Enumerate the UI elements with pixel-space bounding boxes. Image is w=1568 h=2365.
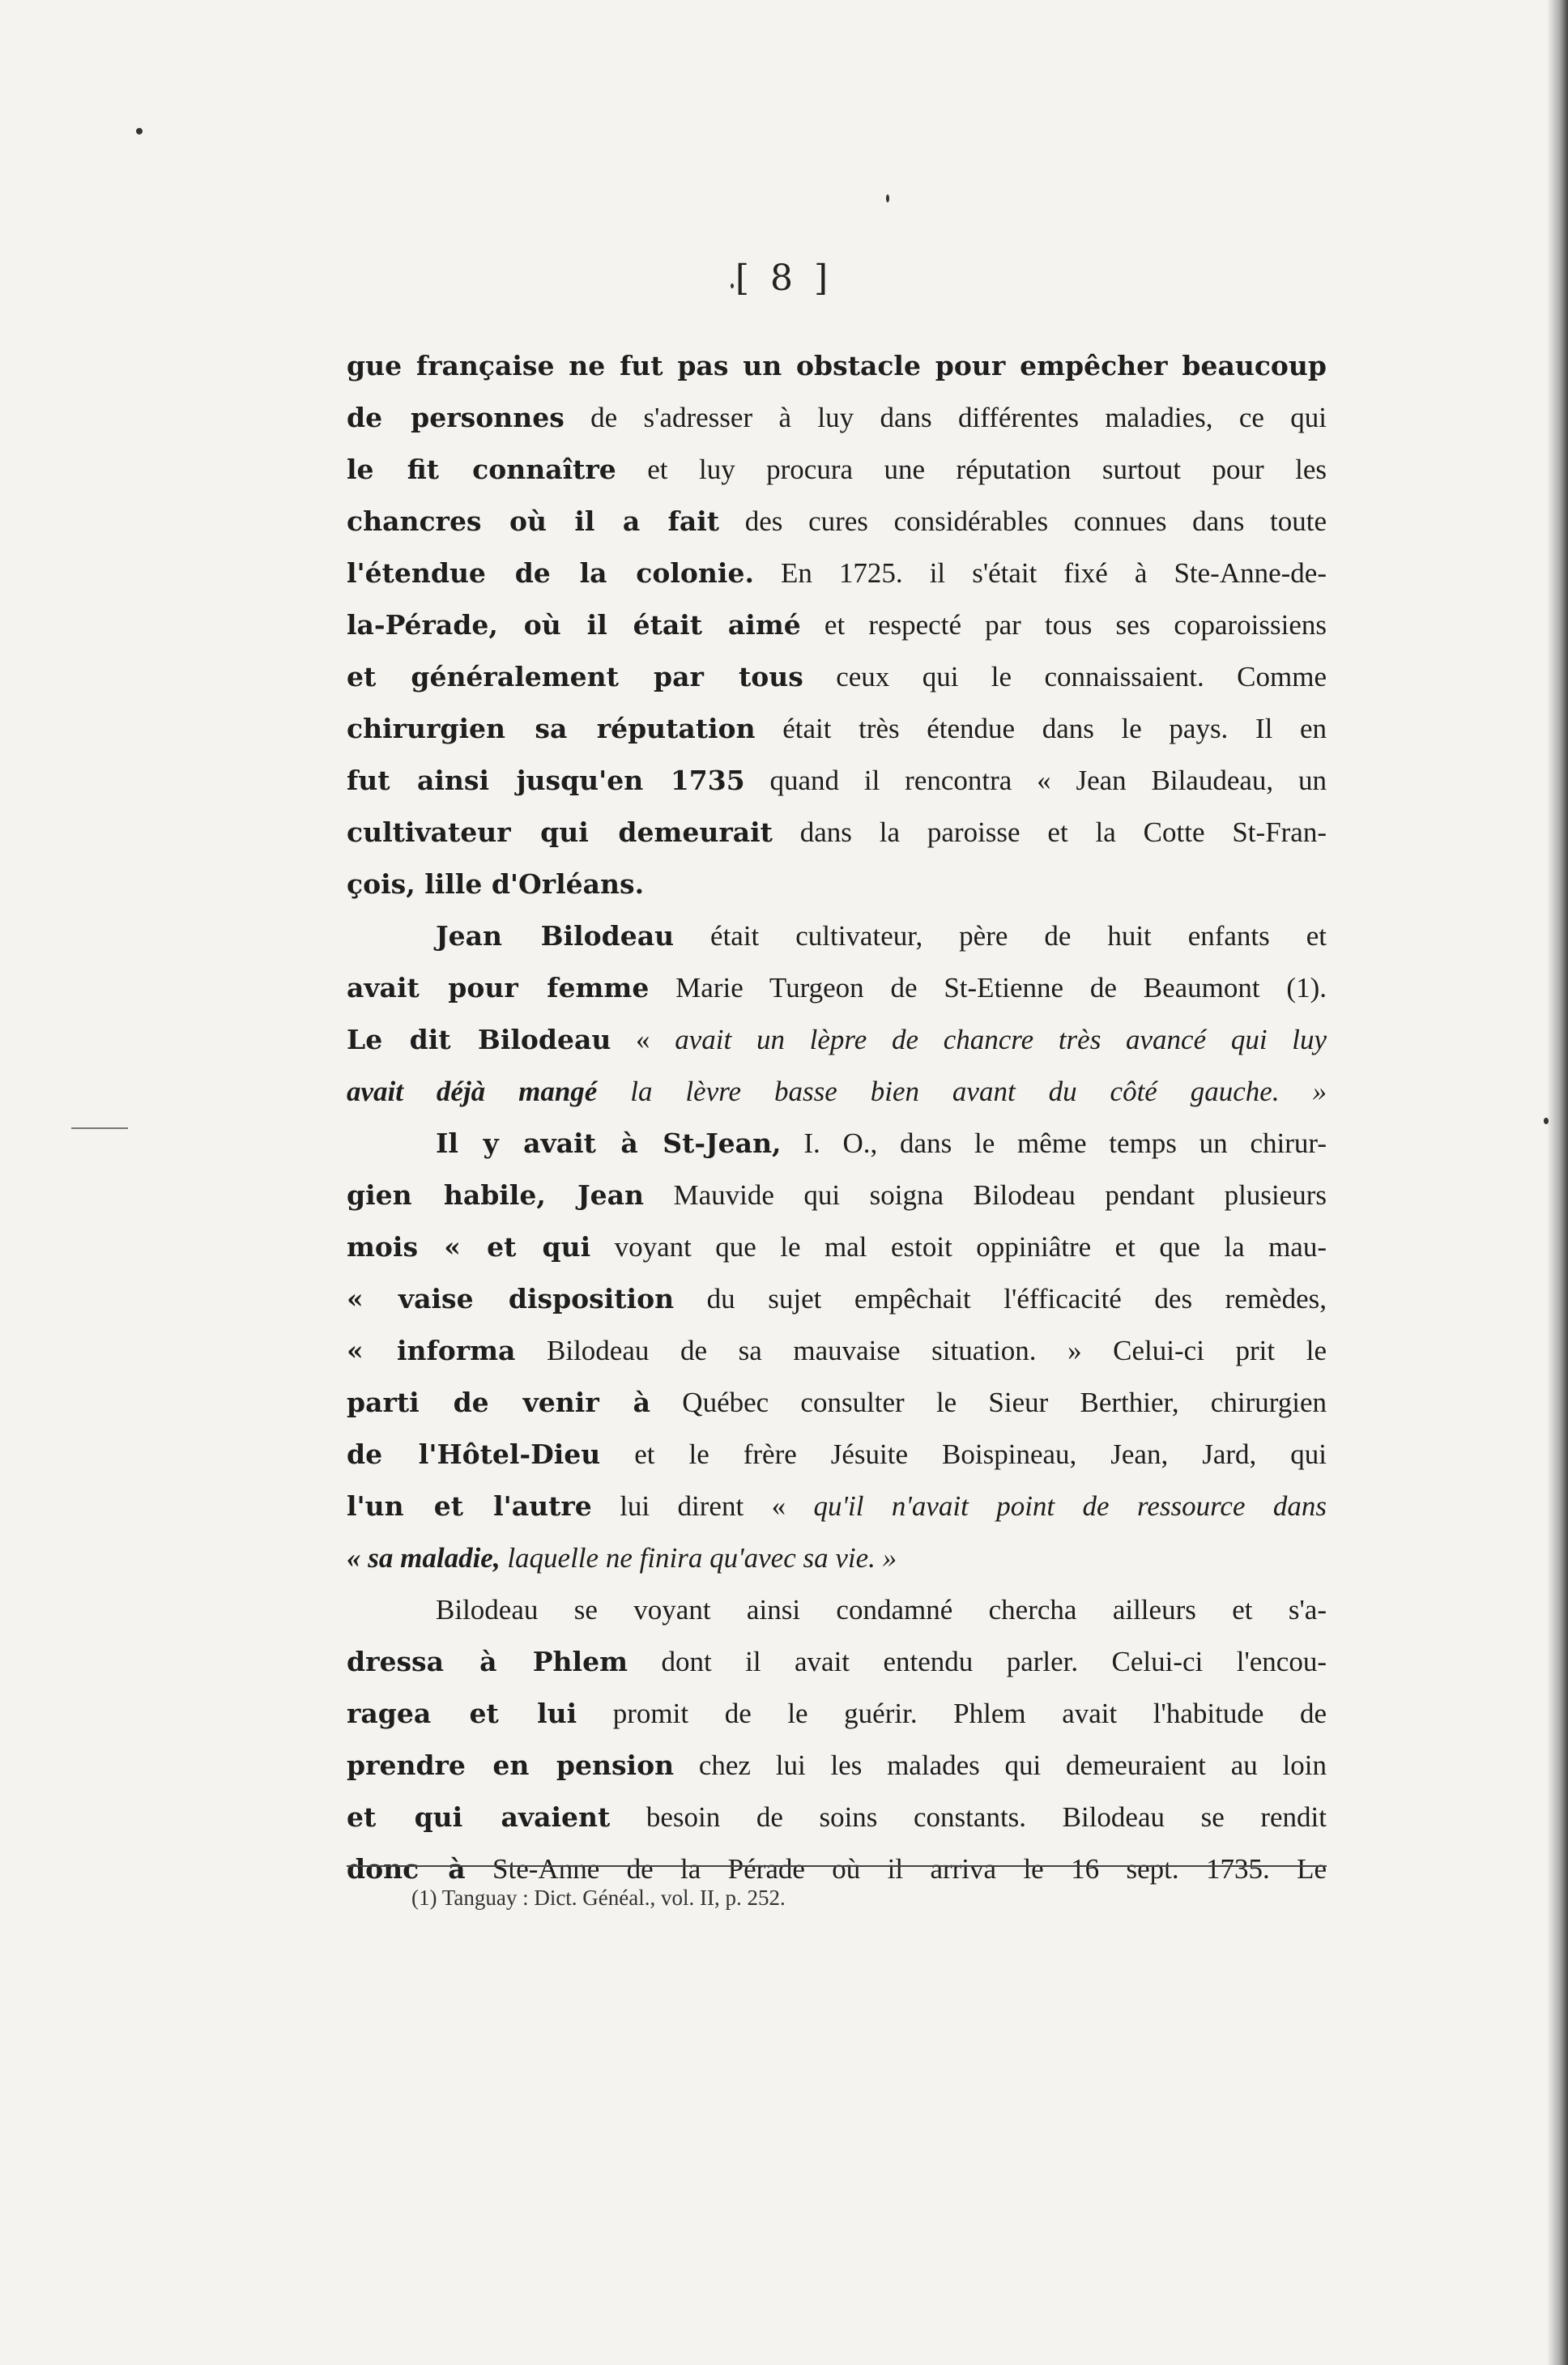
text-run: était très étendue dans le pays. Il en bbox=[755, 713, 1327, 744]
text-line bbox=[347, 1481, 1327, 1532]
text-run: chez lui les malades qui demeuraient au loin bbox=[674, 1749, 1327, 1781]
text-line bbox=[347, 1688, 1327, 1740]
text-run: des cures considérables connues dans toute bbox=[719, 505, 1327, 537]
text-run: de personnes bbox=[347, 402, 565, 433]
text-line bbox=[347, 1118, 1327, 1170]
text-run: Mauvide qui soigna Bilodeau pendant plusieurs bbox=[644, 1179, 1327, 1211]
text-run: qu'il n'avait point de ressource dans bbox=[813, 1490, 1327, 1522]
text-line bbox=[347, 1792, 1327, 1843]
text-run: de l'Hôtel-Dieu bbox=[347, 1438, 601, 1470]
text-run: parti de venir à bbox=[347, 1387, 651, 1418]
text-line: gue française ne fut pas un obstacle pour empêcher beaucoup bbox=[347, 350, 1327, 381]
text-run: et luy procura une réputation surtout pour les bbox=[616, 454, 1327, 485]
scan-speck bbox=[731, 283, 734, 288]
text-run: Bilodeau se voyant ainsi condamné chercha ailleurs et s'a- bbox=[436, 1594, 1327, 1626]
text-line bbox=[347, 1066, 1327, 1118]
text-run: l'un et l'autre bbox=[347, 1490, 592, 1522]
scan-speck bbox=[71, 1127, 128, 1129]
text-run: chancres où il a fait bbox=[347, 505, 720, 537]
text-line bbox=[347, 703, 1327, 755]
text-line bbox=[347, 392, 1327, 444]
text-line bbox=[347, 1273, 1327, 1325]
text-run: fut ainsi jusqu'en 1735 bbox=[347, 765, 745, 796]
text-line bbox=[347, 444, 1327, 496]
text-run: Bilodeau de sa mauvaise situation. » Celui-ci prit le bbox=[515, 1335, 1327, 1366]
scan-speck bbox=[136, 128, 143, 134]
text-run: était cultivateur, père de huit enfants et bbox=[674, 920, 1327, 952]
scan-speck bbox=[886, 194, 889, 202]
text-line bbox=[347, 1636, 1327, 1688]
text-run: de s'adresser à luy dans différentes maladies, ce qui bbox=[564, 402, 1327, 433]
text-line bbox=[347, 1221, 1327, 1273]
text-run: ragea et lui bbox=[347, 1698, 577, 1729]
text-run: avait déjà mangé bbox=[347, 1076, 598, 1107]
text-run: Québec consulter le Sieur Berthier, chirurgien bbox=[650, 1387, 1327, 1418]
text-run: dans la paroisse et la Cotte St-Fran- bbox=[772, 816, 1327, 848]
page-number: [ 8 ] bbox=[735, 258, 833, 299]
text-line bbox=[347, 1740, 1327, 1792]
text-run: avait pour femme bbox=[347, 972, 650, 1004]
text-line bbox=[347, 962, 1327, 1014]
text-line bbox=[347, 910, 1327, 962]
text-run: et le frère Jésuite Boispineau, Jean, Jard, qui bbox=[600, 1438, 1327, 1470]
text-line bbox=[347, 651, 1327, 703]
text-run: la-Pérade, où il était aimé bbox=[347, 609, 801, 641]
body-text bbox=[347, 340, 1327, 1895]
text-run: dressa à Phlem bbox=[347, 1646, 628, 1677]
text-run: quand il rencontra « Jean Bilaudeau, un bbox=[744, 765, 1327, 796]
text-line bbox=[347, 807, 1327, 859]
text-run: gien habile, Jean bbox=[347, 1179, 645, 1211]
text-run: lui dirent « bbox=[591, 1490, 814, 1522]
page-edge-shadow bbox=[1547, 0, 1568, 2365]
text-line bbox=[347, 1584, 1327, 1636]
text-run: laquelle ne finira qu'avec sa vie. » bbox=[500, 1542, 897, 1574]
text-run: I. O., dans le même temps un chirur- bbox=[781, 1127, 1327, 1159]
text-run: l'étendue de la colonie. bbox=[347, 557, 754, 589]
text-run: donc à bbox=[347, 1853, 466, 1885]
text-run: et qui avaient bbox=[347, 1801, 611, 1833]
text-run: la lèvre basse bien avant du côté gauche. » bbox=[597, 1076, 1327, 1107]
text-run: besoin de soins constants. Bilodeau se rendit bbox=[610, 1801, 1327, 1833]
text-run: du sujet empêchait l'éfficacité des remèdes, bbox=[674, 1283, 1327, 1315]
text-line bbox=[347, 755, 1327, 807]
text-run: promit de le guérir. Phlem avait l'habitude de bbox=[577, 1698, 1327, 1729]
scan-speck bbox=[1544, 1118, 1549, 1124]
text-line bbox=[347, 1325, 1327, 1377]
text-run: En 1725. il s'était fixé à Ste-Anne-de- bbox=[753, 557, 1327, 589]
text-run: « bbox=[611, 1024, 675, 1055]
text-run: le fit connaître bbox=[347, 454, 616, 485]
text-line bbox=[347, 1532, 1327, 1584]
text-line bbox=[347, 496, 1327, 548]
text-line bbox=[347, 1429, 1327, 1481]
text-run: mois « et qui bbox=[347, 1231, 591, 1263]
text-run: chirurgien sa réputation bbox=[347, 713, 756, 744]
text-run: prendre en pension bbox=[347, 1749, 675, 1781]
text-line bbox=[347, 599, 1327, 651]
text-run: Ste-Anne de la Pérade où il arriva le 16 sept. 1735. Le bbox=[465, 1853, 1327, 1885]
text-run: cultivateur qui demeurait bbox=[347, 816, 773, 848]
text-run: çois, lille d'Orléans. bbox=[347, 868, 645, 900]
text-run: Marie Turgeon de St-Etienne de Beaumont (1). bbox=[649, 972, 1327, 1004]
footnote: (1) Tanguay : Dict. Généal., vol. II, p. 252. bbox=[411, 1886, 786, 1910]
text-run: dont il avait entendu parler. Celui-ci l'encou- bbox=[628, 1646, 1327, 1677]
text-run: voyant que le mal estoit oppiniâtre et que la mau- bbox=[590, 1231, 1327, 1263]
text-run: « informa bbox=[347, 1335, 516, 1366]
text-run: « vaise disposition bbox=[347, 1283, 675, 1315]
text-run: Jean Bilodeau bbox=[436, 920, 675, 952]
text-run: « sa maladie, bbox=[347, 1542, 501, 1574]
text-line bbox=[347, 548, 1327, 599]
text-run: Il y avait à St-Jean, bbox=[436, 1127, 782, 1159]
text-run: et respecté par tous ses coparoissiens bbox=[800, 609, 1327, 641]
text-run: avait un lèpre de chancre très avancé qui luy bbox=[675, 1024, 1327, 1055]
text-line bbox=[347, 1014, 1327, 1066]
text-line bbox=[347, 1170, 1327, 1221]
text-line bbox=[347, 859, 1327, 910]
text-line bbox=[347, 1377, 1327, 1429]
footnote-rule bbox=[347, 1865, 1327, 1867]
text-run: Le dit Bilodeau bbox=[347, 1024, 611, 1055]
text-run: ceux qui le connaissaient. Comme bbox=[803, 661, 1327, 692]
text-run: et généralement par tous bbox=[347, 661, 803, 692]
